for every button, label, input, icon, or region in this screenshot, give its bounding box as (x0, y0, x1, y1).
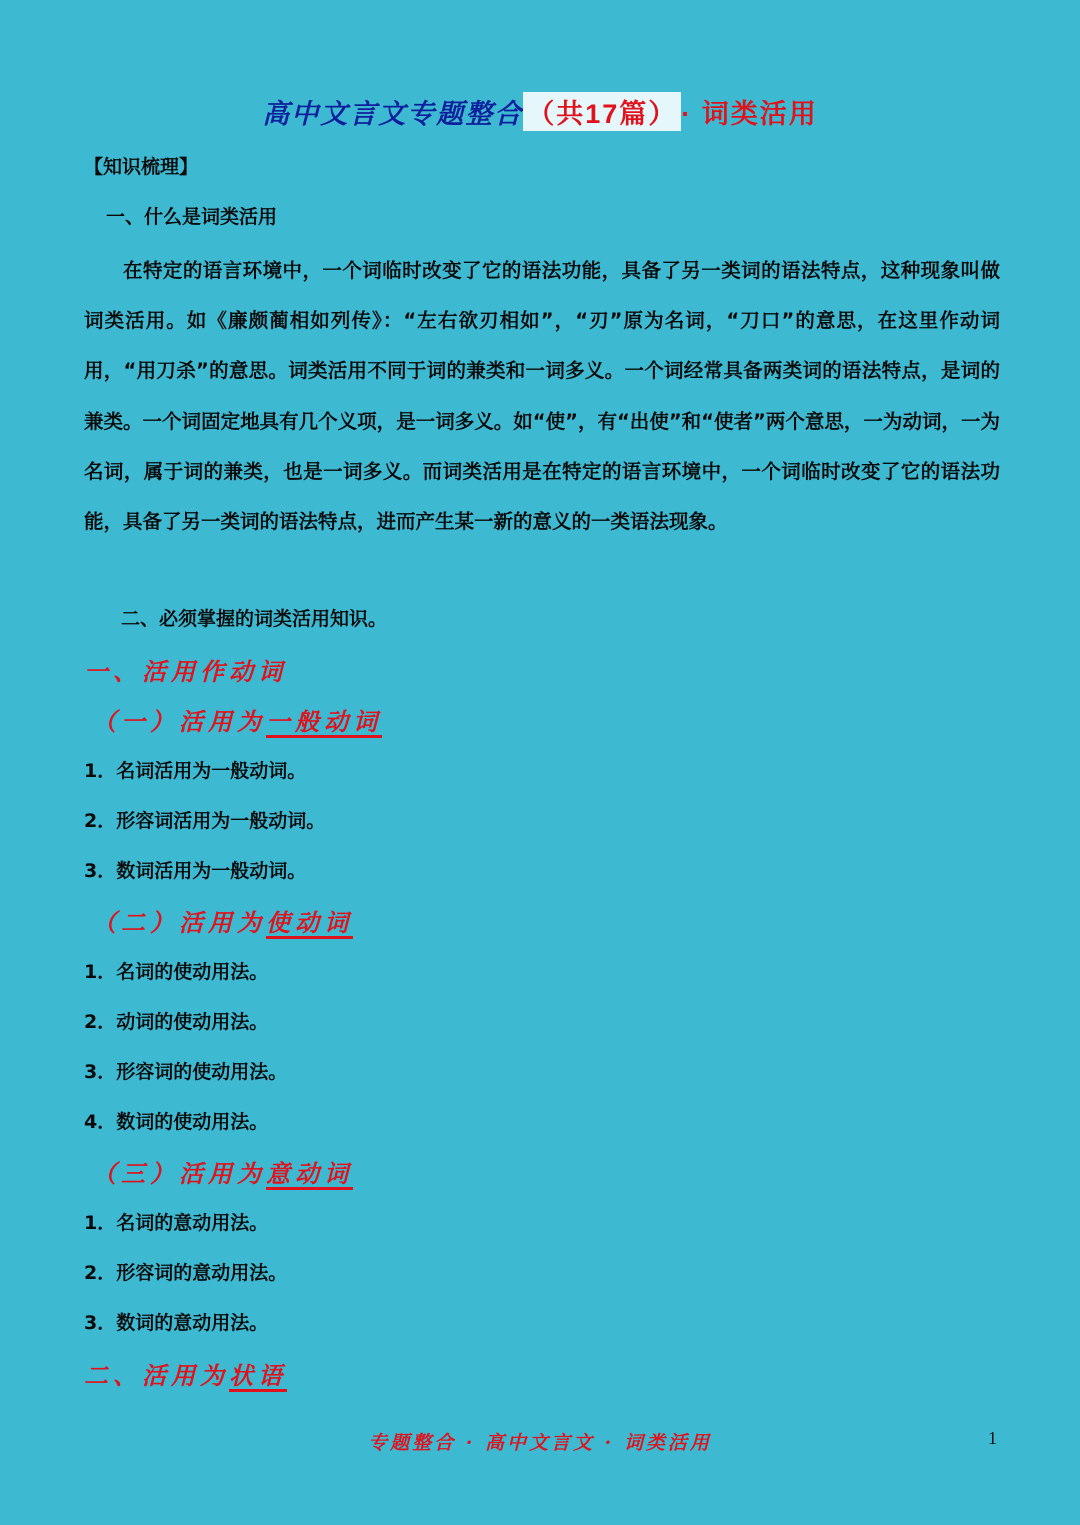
sub-heading-prefix: （三）活用为 (92, 1159, 266, 1188)
heading-what-is: 一、什么是词类活用 (106, 206, 278, 228)
page-footer: 专题整合 · 高中文言文 · 词类活用 (368, 1432, 712, 1454)
sub-heading-underlined: 意动词 (266, 1159, 353, 1188)
red-heading-verbs: 一、活用作动词 (84, 657, 287, 686)
sub-heading-general-verb (92, 702, 382, 737)
list-item: 3．数词活用为一般动词。 (84, 860, 307, 882)
list-item: 1．名词的意动用法。 (84, 1212, 269, 1234)
title-topic: · 词类活用 (681, 99, 818, 129)
sub-heading-causative (92, 903, 353, 938)
sub-heading-underlined: 一般动词 (266, 707, 382, 736)
list-item: 2．形容词的意动用法。 (84, 1262, 288, 1284)
section-label: 【知识梳理】 (84, 156, 199, 178)
list-item: 1．名词的使动用法。 (84, 961, 269, 983)
red-heading-adverbial (84, 1356, 287, 1391)
page-title (0, 92, 1080, 131)
red-heading-prefix: 二、活用为 (84, 1361, 229, 1390)
list-item: 4．数词的使动用法。 (84, 1111, 269, 1133)
title-count-box: （共17篇） (523, 92, 681, 131)
sub-heading-prefix: （二）活用为 (92, 908, 266, 937)
list-item: 2．动词的使动用法。 (84, 1011, 269, 1033)
heading-must-know: 二、必须掌握的词类活用知识。 (121, 608, 388, 630)
sub-heading-prefix: （一）活用为 (92, 707, 266, 736)
list-item: 3．形容词的使动用法。 (84, 1061, 288, 1083)
intro-paragraph: 在特定的语言环境中，一个词临时改变了它的语法功能，具备了另一类词的语法特点，这种现象叫做词类活用。如《廉颇蔺相如列传》：“左右欲刃相如”，“刃”原为名词，“刀口”的意思，在这里作动词用，“用刀杀”的意思。词类活用不同于词的兼类和一词多义。一个词经常具备两类词的语法特点，是词的兼类。一个词固定地具有几个义项，是一词多义。如“使”，有“出使”和“使者”两个意思，一为动词，一为名词，属于词的兼类，也是一词多义。而词类活用是在特定的语言环境中，一个词临时改变了它的语法功能，具备了另一类词的语法特点，进而产生某一新的意义的一类语法现象。 (84, 259, 1000, 534)
sub-heading-underlined: 使动词 (266, 908, 353, 937)
title-main: 高中文言文专题整合 (262, 99, 524, 130)
list-item: 1．名词活用为一般动词。 (84, 760, 307, 782)
list-item: 2．形容词活用为一般动词。 (84, 810, 326, 832)
sub-heading-putative (92, 1154, 353, 1189)
page-number: 1 (988, 1428, 997, 1448)
list-item: 3．数词的意动用法。 (84, 1312, 269, 1334)
red-heading-underlined: 状语 (229, 1361, 287, 1390)
